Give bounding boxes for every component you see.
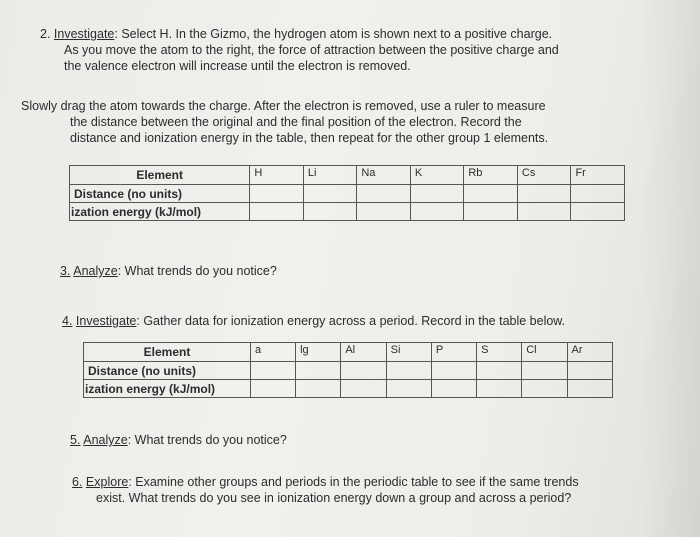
q2-text: : Select H. In the Gizmo, the hydrogen atom is shown next to a positive charge. — [114, 27, 553, 41]
table-cell[interactable] — [571, 185, 625, 203]
table-cell[interactable] — [522, 362, 567, 380]
element-ar: Ar — [567, 343, 612, 362]
distance-header: Distance (no units) — [70, 185, 250, 203]
q5-number: 5. — [70, 433, 81, 447]
q6-text: : Examine other groups and periods in the periodic table to see if the same trends — [128, 475, 579, 489]
table-cell[interactable] — [431, 380, 476, 398]
element-si: Si — [386, 343, 431, 362]
instructions-line1: Slowly drag the atom towards the charge. After the electron is removed, use a ruler to measure — [21, 99, 546, 113]
ionization-energy-header: ization energy (kJ/mol) — [70, 203, 250, 221]
q3 — [60, 263, 277, 279]
q6-title: Explore — [85, 475, 129, 489]
q3-number: 3. — [60, 264, 71, 278]
table-cell[interactable] — [567, 380, 612, 398]
table-cell[interactable] — [357, 185, 411, 203]
element-p: P — [431, 343, 476, 362]
page-shadow — [640, 0, 700, 537]
q5 — [70, 432, 287, 448]
element-na: a — [251, 343, 296, 362]
table-cell[interactable] — [477, 362, 522, 380]
element-header: Element — [70, 166, 250, 185]
table-row — [70, 203, 625, 221]
q3-text: : What trends do you notice? — [117, 264, 277, 278]
table-cell[interactable] — [571, 203, 625, 221]
q2-line3: the valence electron will increase until the electron is removed. — [64, 59, 411, 73]
q4 — [62, 313, 565, 329]
table-cell[interactable] — [517, 185, 571, 203]
q3-title: Analyze — [73, 264, 118, 278]
group1-table — [69, 165, 625, 221]
ionization-energy-header: ization energy (kJ/mol) — [84, 380, 251, 398]
element-cl: Cl — [522, 343, 567, 362]
q5-title: Analyze — [83, 433, 128, 447]
table-cell[interactable] — [303, 203, 356, 221]
q2-number: 2. — [40, 27, 51, 41]
element-header: Element — [84, 343, 251, 362]
table-cell[interactable] — [296, 362, 341, 380]
table-cell[interactable] — [522, 380, 567, 398]
distance-header: Distance (no units) — [84, 362, 251, 380]
table-cell[interactable] — [410, 203, 463, 221]
q2-line2: As you move the atom to the right, the force of attraction between the positive charge and — [64, 43, 559, 57]
table-cell[interactable] — [341, 380, 386, 398]
q4-title: Investigate — [75, 314, 137, 328]
table-cell[interactable] — [250, 203, 303, 221]
table-cell[interactable] — [386, 362, 431, 380]
q5-text: : What trends do you notice? — [127, 433, 287, 447]
table-cell[interactable] — [431, 362, 476, 380]
q6-number: 6. — [72, 475, 83, 489]
table-cell[interactable] — [567, 362, 612, 380]
table-cell[interactable] — [357, 203, 411, 221]
table-cell[interactable] — [251, 380, 296, 398]
table-row — [84, 343, 613, 362]
q4-number: 4. — [62, 314, 73, 328]
instructions-line2: the distance between the original and the final position of the electron. Record the — [70, 115, 522, 129]
element-fr: Fr — [571, 166, 625, 185]
table-cell[interactable] — [410, 185, 463, 203]
element-na: Na — [357, 166, 411, 185]
element-li: Li — [303, 166, 356, 185]
element-h: H — [250, 166, 303, 185]
element-rb: Rb — [464, 166, 518, 185]
q6-line2: exist. What trends do you see in ionization energy down a group and across a period? — [96, 491, 572, 505]
table-cell[interactable] — [250, 185, 303, 203]
table-row — [84, 380, 613, 398]
table-cell[interactable] — [464, 203, 518, 221]
element-cs: Cs — [517, 166, 571, 185]
table-cell[interactable] — [296, 380, 341, 398]
table-cell[interactable] — [251, 362, 296, 380]
element-al: Al — [341, 343, 386, 362]
table-cell[interactable] — [341, 362, 386, 380]
q2-line1 — [40, 26, 552, 42]
period-table — [83, 342, 613, 398]
q4-text: : Gather data for ionization energy across a period. Record in the table below. — [136, 314, 566, 328]
q6-line1 — [72, 474, 579, 490]
table-row — [70, 166, 625, 185]
table-cell[interactable] — [517, 203, 571, 221]
table-row — [84, 362, 613, 380]
instructions-line3: distance and ionization energy in the table, then repeat for the other group 1 elements. — [70, 131, 549, 145]
element-mg: lg — [296, 343, 341, 362]
table-row — [70, 185, 625, 203]
q2-title: Investigate — [53, 27, 115, 41]
table-cell[interactable] — [464, 185, 518, 203]
table-cell[interactable] — [303, 185, 356, 203]
table-cell[interactable] — [386, 380, 431, 398]
element-s: S — [477, 343, 522, 362]
table-cell[interactable] — [477, 380, 522, 398]
element-k: K — [410, 166, 463, 185]
